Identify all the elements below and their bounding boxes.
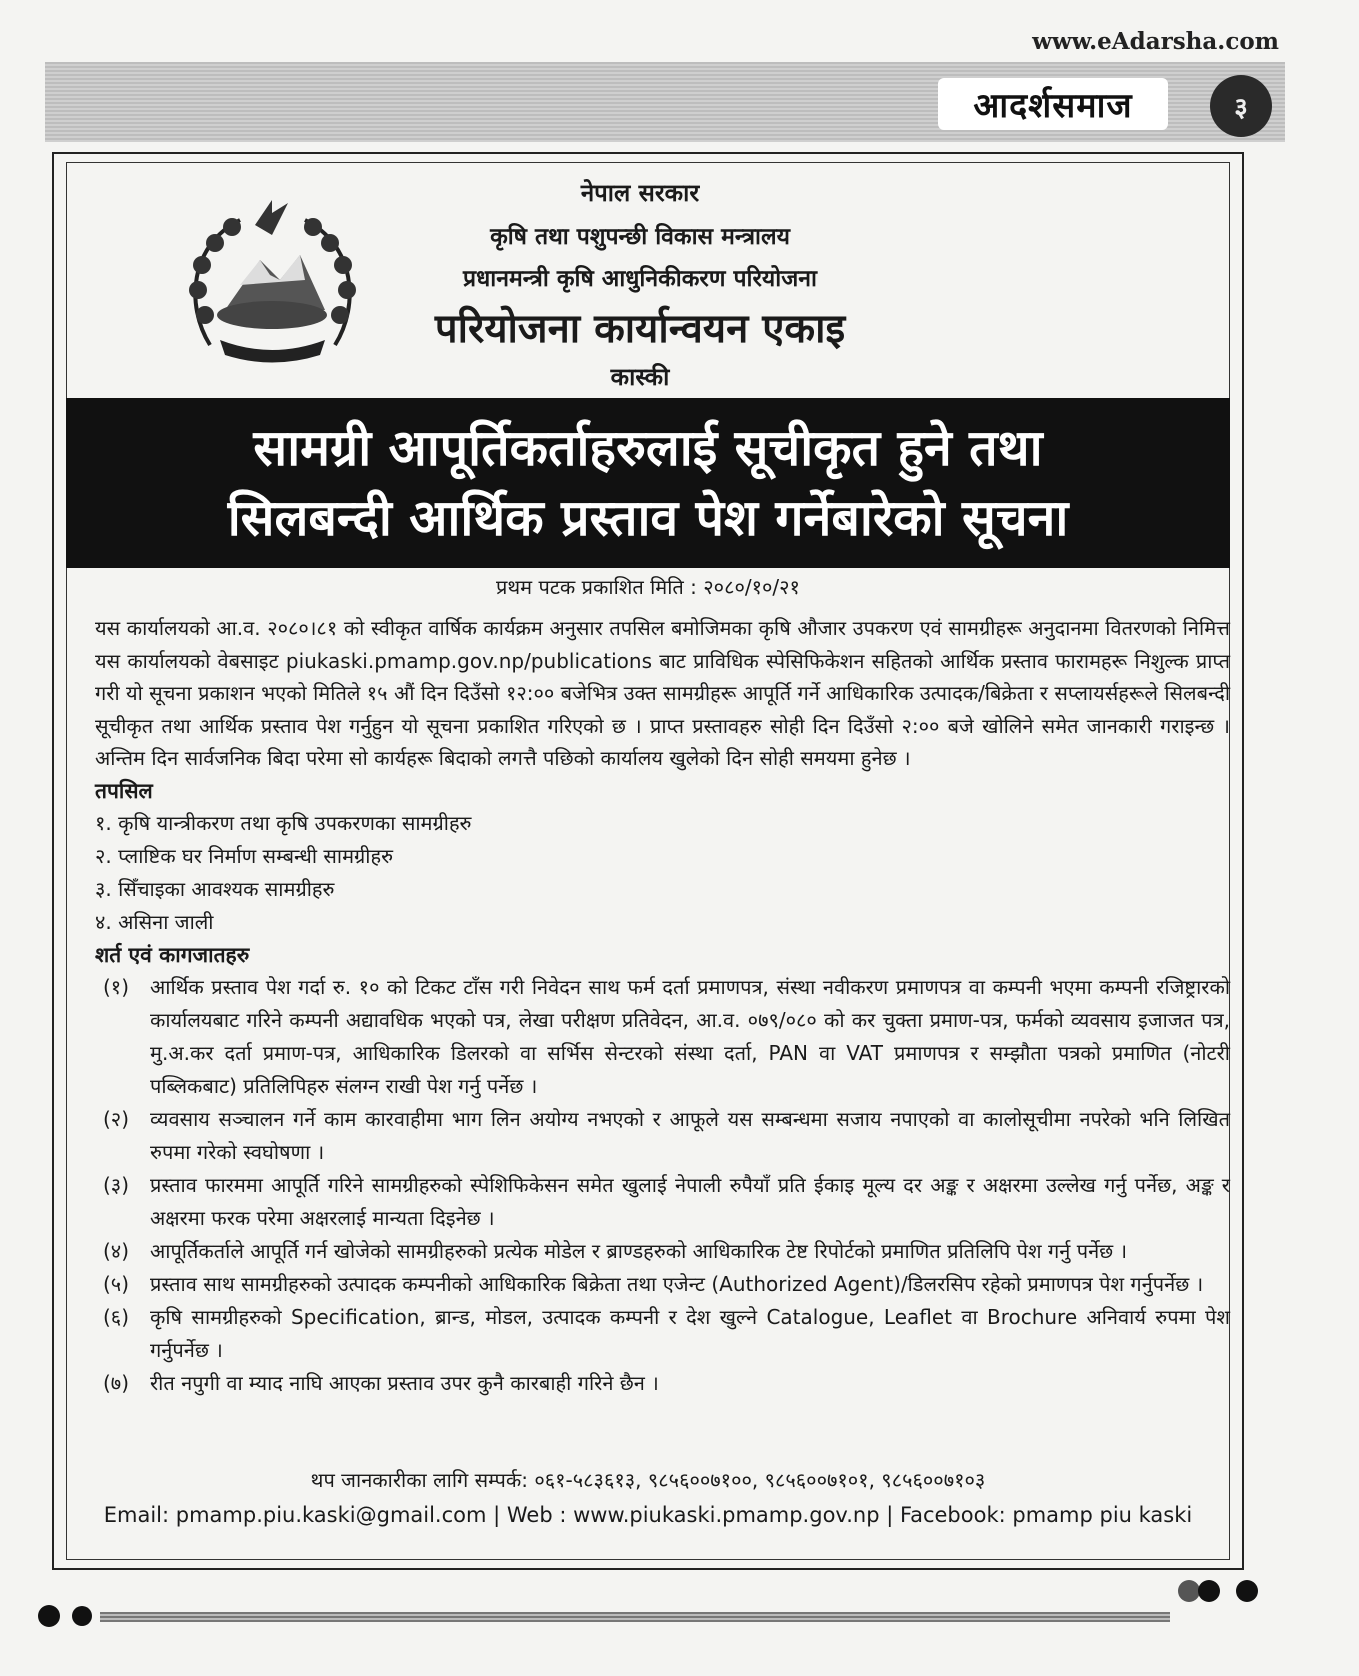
list-item: [95, 1301, 1230, 1367]
list-item: १. कृषि यान्त्रीकरण तथा कृषि उपकरणका सामग्रीहरु: [95, 810, 472, 835]
email-web-facebook-line: Email: pmamp.piu.kaski@gmail.com | Web : www.piukaski.pmamp.gov.np | Facebook: pmamp piu kaski: [103, 1503, 1193, 1527]
list-item: [95, 1235, 1230, 1268]
tapsil-list: [95, 807, 1230, 939]
publication-date: प्रथम पटक प्रकाशित मिति : २०८०/१०/२१: [496, 575, 800, 599]
condition-number: (७): [103, 1370, 130, 1395]
notice-title-line-2: सिलबन्दी आर्थिक प्रस्ताव पेश गर्नेबारेको सूचना: [227, 489, 1069, 547]
contact-line: थप जानकारीका लागि सम्पर्क: ०६१-५८३६१३, ९८५६००७१००, ९८५६००७१०१, ९८५६००७१०३: [310, 1468, 986, 1492]
bottom-rule: [100, 1612, 1170, 1622]
condition-number: (५): [103, 1271, 130, 1296]
masthead-text: आदर्शसमाज: [973, 86, 1133, 126]
tapsil-heading: तपसिल: [95, 778, 153, 803]
list-item: २. प्लाष्टिक घर निर्माण सम्बन्धी सामग्रीहरु: [95, 843, 394, 868]
list-item: ३. सिँचाइका आवश्यक सामग्रीहरु: [95, 876, 335, 901]
condition-text: व्यवसाय सञ्चालन गर्ने काम कारवाहीमा भाग लिन अयोग्य नभएको र आफूले यस सम्बन्धमा सजाय नपाएको वा कालोसूचीमा नपरेको भनि लिखित रुपमा गरेको स्वघोषणा ।: [150, 1106, 1230, 1164]
list-item: ४. असिना जाली: [95, 909, 214, 934]
list-item: [95, 971, 1230, 1103]
condition-number: (१): [103, 974, 130, 999]
condition-text: प्रस्ताव साथ सामग्रीहरुको उत्पादक कम्पनीको आधिकारिक बिक्रेता तथा एजेन्ट (Authorized Agent)/डिलरसिप रहेको प्रमाणपत्र पेश गर्नुपर्नेछ ।: [150, 1271, 1204, 1296]
conditions-list: [95, 971, 1230, 1400]
condition-text: आर्थिक प्रस्ताव पेश गर्दा रु. १० को टिकट टाँस गरी निवेदन साथ फर्म दर्ता प्रमाणपत्र, संस्था नवीकरण प्रमाणपत्र वा कम्पनी भएमा कम्पनी रजिष्ट्रारको कार्यालयबाट गरिने कम्पनी अद्यावधिक भएको पत्र, लेखा परीक्षण प्रतिवेदन, आ.व. ०७९/०८० को कर चुक्ता प्रमाण-पत्र, फर्मको व्यवसाय इजाजत पत्र, मु.अ.कर दर्ता प्रमाण-पत्र, आधिकारिक डिलरको वा सर्भिस सेन्टरको संस्था दर्ता, PAN वा VAT प्रमाणपत्र र सम्झौता पत्रको प्रमाणित (नोटरी पब्लिकबाट) प्रतिलिपिहरु संलग्न राखी पेश गर्नु पर्नेछ ।: [150, 974, 1230, 1098]
list-item: [95, 1103, 1230, 1169]
condition-text: प्रस्ताव फारममा आपूर्ति गरिने सामग्रीहरुको स्पेशिफिकेसन समेत खुलाई नेपाली रुपैयाँ प्रति ईकाइ मूल्य दर अङ्क र अक्षरमा उल्लेख गर्नु पर्नेछ, अङ्क र अक्षरमा फरक परेमा अक्षरलाई मान्यता दिइनेछ ।: [150, 1172, 1230, 1230]
condition-number: (४): [103, 1238, 130, 1263]
condition-text: कृषि सामग्रीहरुको Specification, ब्रान्ड, मोडल, उत्पादक कम्पनी र देश खुल्ने Catalogue, Leaflet वा Brochure अनिवार्य रुपमा पेश गर्नुपर्नेछ ।: [150, 1304, 1230, 1362]
condition-number: (६): [103, 1304, 130, 1329]
condition-number: (२): [103, 1106, 130, 1131]
notice-title-line-1: सामग्री आपूर्तिकर्ताहरुलाई सूचीकृत हुने तथा: [253, 419, 1043, 477]
masthead-logo: [938, 78, 1168, 130]
list-item: [95, 1367, 1230, 1400]
conditions-heading: शर्त एवं कागजातहरु: [95, 942, 250, 967]
header-line-unit: परियोजना कार्यान्वयन एकाइ: [434, 306, 846, 352]
notice-body: [95, 612, 1230, 1400]
bottom-dot-right-2: [1198, 1580, 1220, 1602]
header-line-ministry: कृषि तथा पशुपन्छी विकास मन्त्रालय: [490, 224, 790, 250]
notice-title-band: [66, 398, 1230, 568]
bottom-dot-left-2: [72, 1606, 92, 1626]
government-emblem-icon: [180, 195, 365, 370]
condition-text: रीत नपुगी वा म्याद नाघि आएका प्रस्ताव उपर कुनै कारबाही गरिने छैन ।: [150, 1370, 659, 1395]
header-line-project: प्रधानमन्त्री कृषि आधुनिकीकरण परियोजना: [463, 266, 817, 292]
list-item: [95, 1268, 1230, 1301]
bottom-dot-right-3: [1236, 1580, 1258, 1602]
bottom-dot-left: [38, 1605, 60, 1627]
bottom-dot-right: [1178, 1580, 1200, 1602]
header-line-district: कास्की: [610, 363, 670, 391]
site-url: www.eAdarsha.com: [1032, 28, 1279, 55]
condition-number: (३): [103, 1172, 130, 1197]
list-item: [95, 1169, 1230, 1235]
government-header: [380, 176, 900, 393]
intro-paragraph: यस कार्यालयको आ.व. २०८०।८१ को स्वीकृत वार्षिक कार्यक्रम अनुसार तपसिल बमोजिमका कृषि औजार उपकरण एवं सामग्रीहरू अनुदानमा वितरणको निमित्त यस कार्यालयको वेबसाइट piukaski.pmamp.gov.np/publications बाट प्राविधिक स्पेसिफिकेशन सहितको आर्थिक प्रस्ताव फारामहरू निशुल्क प्राप्त गरी यो सूचना प्रकाशन भएको मितिले १५ औं दिन दिउँसो १२:०० बजेभित्र उक्त सामग्रीहरू आपूर्ति गर्ने आधिकारिक उत्पादक/बिक्रेता र सप्लायर्सहरूले सिलबन्दी सूचीकृत तथा आर्थिक प्रस्ताव पेश गर्नुहुन यो सूचना प्रकाशित गरिएको छ । प्राप्त प्रस्तावहरु सोही दिन दिउँसो २:०० बजे खोलिने समेत जानकारी गराइन्छ । अन्तिम दिन सार्वजनिक बिदा परेमा सो कार्यहरू बिदाको लगत्तै पछिको कार्यालय खुलेको दिन सोही समयमा हुनेछ ।: [95, 616, 1230, 770]
condition-text: आपूर्तिकर्ताले आपूर्ति गर्न खोजेको सामग्रीहरुको प्रत्येक मोडेल र ब्राण्डहरुको आधिकारिक टेष्ट रिपोर्टको प्रमाणित प्रतिलिपि पेश गर्नु पर्नेछ ।: [150, 1238, 1128, 1263]
page-number-badge: ३: [1210, 75, 1272, 137]
header-line-government: नेपाल सरकार: [580, 179, 700, 207]
